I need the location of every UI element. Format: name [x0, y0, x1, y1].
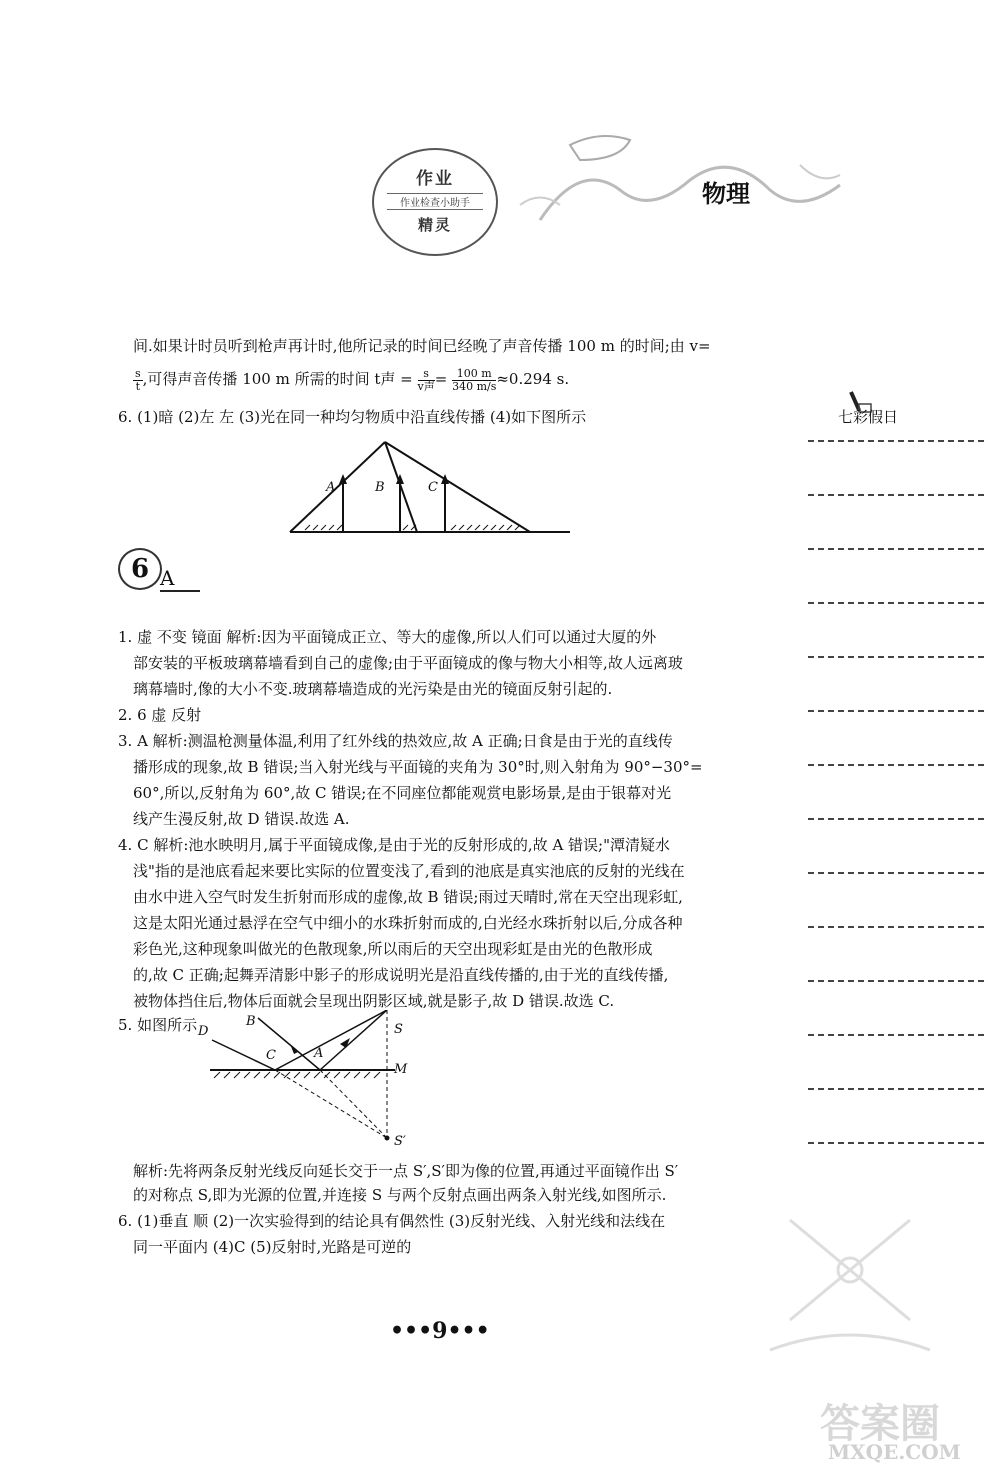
note-line [808, 494, 984, 496]
fraction-100-340: $\frac{100 m}{340 m/s}$ [452, 366, 497, 393]
q2-answer: 2. 6 虚 反射 [118, 706, 202, 724]
note-line [808, 656, 984, 658]
q3-line-4: 线产生漫反射,故 D 错误.故选 A. [133, 810, 350, 828]
note-line [808, 710, 984, 712]
fig2-label-m: M [394, 1062, 408, 1077]
q4-line-4: 这是太阳光通过悬浮在空气中细小的水珠折射而成的,白光经水珠折射以后,分成各种 [133, 914, 683, 932]
watermark-logo: 答案圈 [820, 1400, 940, 1447]
note-line [808, 1034, 984, 1036]
prev-line-2: $\frac{s}{t}$ ,可得声音传播 100 m 所需的时间 t声 = $\frac{s}{\text{v声}}$ = $\frac{100 m}{340 m/s}$ ≈0.294 s. [135, 366, 570, 393]
note-line [808, 980, 984, 982]
page-number: •••9••• [390, 1318, 490, 1344]
subject-title: 物理 [702, 179, 750, 208]
fig1-label-b: B [375, 480, 385, 495]
q3-line-1: 3. A 解析:测温枪测量体温,利用了红外线的热效应,故 A 正确;日食是由于光的直线传 [118, 732, 673, 750]
note-line [808, 872, 984, 874]
note-line [808, 602, 984, 604]
q5-explanation-2: 的对称点 S,即为光源的位置,并连接 S 与两个反射点画出两条入射光线,如图所示. [133, 1186, 667, 1204]
q3-line-2: 播形成的现象,故 B 错误;当入射光线与平面镜的夹角为 30°时,则入射角为 90°−30°= [133, 758, 703, 776]
section-letter: A [160, 566, 200, 592]
fig2-label-s-prime: S′ [394, 1134, 406, 1149]
fig2-label-a: A [314, 1046, 324, 1061]
note-line [808, 1142, 984, 1144]
section-number-badge: 6 [118, 548, 162, 590]
header-stamp [372, 148, 498, 256]
q6-line-1: 6. (1)垂直 顺 (2)一次实验得到的结论具有偶然性 (3)反射光线、入射光线和法线在 [118, 1212, 666, 1230]
fig2-label-d: D [198, 1024, 209, 1039]
q6-line-2: 同一平面内 (4)C (5)反射时,光路是可逆的 [133, 1238, 412, 1256]
fig2-label-s: S [394, 1022, 403, 1037]
q4-line-6: 的,故 C 正确;起舞弄清影中影子的形成说明光是沿直线传播的,由于光的直线传播, [133, 966, 669, 984]
watermark-url: MXQE.COM [828, 1440, 961, 1464]
fig1-label-c: C [428, 480, 438, 495]
q1-line-1: 1. 虚 不变 镜面 解析:因为平面镜成正立、等大的虚像,所以人们可以通过大厦的外 [118, 628, 657, 646]
q6-prev-answer: 6. (1)暗 (2)左 左 (3)光在同一种均匀物质中沿直线传播 (4)如下图所示 [118, 408, 587, 426]
note-line [808, 440, 984, 442]
q4-line-5: 彩色光,这种现象叫做光的色散现象,所以雨后的天空出现彩虹是由光的色散形成 [133, 940, 653, 958]
q4-line-3: 由水中进入空气时发生折射而形成的虚像,故 B 错误;雨过天晴时,常在天空出现彩虹, [133, 888, 683, 906]
prev-line-1: 间.如果计时员听到枪声再计时,他所记录的时间已经晚了声音传播 100 m 的时间;由 v= [133, 337, 711, 355]
q4-line-2: 浅"指的是池底看起来要比实际的位置变浅了,看到的池底是真实池底的反射的光线在 [133, 862, 685, 880]
note-line [808, 1088, 984, 1090]
q4-line-7: 被物体挡住后,物体后面就会呈现出阴影区域,就是影子,故 D 错误.故选 C. [133, 992, 615, 1010]
figure-mirror-diagram [200, 1010, 420, 1160]
fraction-s-t: $\frac{s}{t}$ [135, 366, 141, 393]
fig1-label-a: A [326, 480, 336, 495]
q5-explanation-1: 解析:先将两条反射光线反向延长交于一点 S′,S′即为像的位置,再通过平面镜作出 S′ [133, 1162, 679, 1180]
stamp-bottom-text: 精灵 [417, 216, 452, 234]
q4-line-1: 4. C 解析:池水映明月,属于平面镜成像,是由于光的反射形成的,故 A 错误;"潭清疑水 [118, 836, 671, 854]
q1-line-2: 部安装的平板玻璃幕墙看到自己的虚像;由于平面镜成的像与物大小相等,故人远离玻 [133, 654, 683, 672]
q3-line-3: 60°,所以,反射角为 60°,故 C 错误;在不同座位都能观赏电影场景,是由于银幕对光 [133, 784, 672, 802]
note-line [808, 926, 984, 928]
q5-answer: 5. 如图所示 [118, 1016, 198, 1034]
header-decoration [500, 125, 900, 245]
stamp-top-text: 作业 [416, 169, 454, 189]
sidebar-label: 七彩假日 [838, 408, 899, 426]
fraction-s-v: $\frac{s}{\text{v声}}$ [417, 366, 435, 393]
note-line [808, 818, 984, 820]
fig2-label-c: C [266, 1048, 276, 1063]
stamp-mid-text: 作业检查小助手 [387, 193, 483, 210]
decorative-sketch [760, 1200, 940, 1380]
note-line [808, 548, 984, 550]
notes-lines [808, 440, 984, 1196]
fig2-label-b: B [246, 1014, 256, 1029]
q1-line-3: 璃幕墙时,像的大小不变.玻璃幕墙造成的光污染是由光的镜面反射引起的. [133, 680, 613, 698]
note-line [808, 764, 984, 766]
